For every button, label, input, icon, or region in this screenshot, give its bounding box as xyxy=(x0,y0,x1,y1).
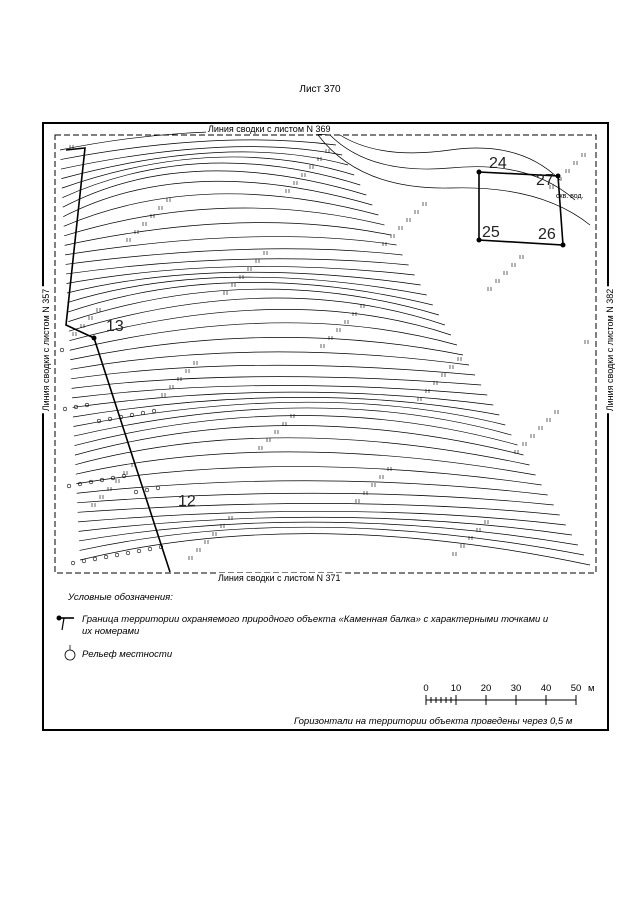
grass-symbol xyxy=(547,418,550,422)
grass-symbol xyxy=(321,344,324,348)
contour-line xyxy=(76,467,541,485)
map-border xyxy=(55,135,596,573)
relief-symbols xyxy=(60,348,163,565)
grass-symbol xyxy=(329,336,332,340)
contour-line xyxy=(64,194,379,226)
grass-symbol xyxy=(256,259,259,263)
grass-symbol xyxy=(73,332,76,336)
legend-relief-text: Рельеф местности xyxy=(82,649,173,660)
scale-tick-20: 20 xyxy=(480,683,492,694)
grass-symbol xyxy=(399,226,402,230)
grass-symbol xyxy=(364,491,367,495)
relief-circle xyxy=(78,482,82,486)
contour-line xyxy=(72,377,482,389)
contour-line xyxy=(66,259,409,274)
scale-tick-50: 50 xyxy=(570,683,582,694)
grass-symbol xyxy=(194,361,197,365)
grass-symbol xyxy=(356,499,359,503)
point-label-25: 25 xyxy=(482,224,500,241)
grass-symbol xyxy=(458,357,461,361)
grass-symbol xyxy=(127,238,130,242)
grass-symbol xyxy=(213,532,216,536)
point-label-26: 26 xyxy=(538,226,556,243)
contour-line xyxy=(73,392,494,407)
point-label-12: 12 xyxy=(178,493,196,510)
contour-line xyxy=(75,438,529,465)
grass-symbol xyxy=(407,218,410,222)
scale-unit: м xyxy=(588,683,595,694)
grass-symbol xyxy=(345,320,348,324)
scale-tick-0: 0 xyxy=(423,683,429,694)
grass-symbol xyxy=(504,271,507,275)
relief-circle xyxy=(145,488,149,492)
contour-line xyxy=(76,452,536,475)
grass-symbol xyxy=(461,544,464,548)
scale-bar xyxy=(426,695,576,705)
relief-circle xyxy=(104,555,108,559)
contour-lines xyxy=(60,131,590,565)
grass-symbol xyxy=(170,385,173,389)
contour-line xyxy=(65,223,391,246)
grass-symbol xyxy=(496,279,499,283)
contour-line xyxy=(64,208,384,236)
grass-symbol xyxy=(453,552,456,556)
relief-circle xyxy=(71,561,75,565)
grass-symbol xyxy=(264,251,267,255)
contour-line xyxy=(63,171,366,207)
contour-line xyxy=(62,163,360,198)
relief-circle xyxy=(82,559,86,563)
grass-symbol xyxy=(450,365,453,369)
contour-line xyxy=(77,481,548,495)
grass-symbol xyxy=(531,434,534,438)
point-label-24: 24 xyxy=(489,155,507,172)
grass-symbol xyxy=(423,202,426,206)
grass-symbol xyxy=(70,145,73,149)
contour-line xyxy=(72,385,487,397)
grass-symbol xyxy=(383,242,386,246)
sheet-title: Лист 370 xyxy=(299,84,341,95)
point-label-27: 27 xyxy=(536,172,554,189)
grass-symbol xyxy=(100,495,103,499)
grass-symbol xyxy=(248,267,251,271)
grass-symbol xyxy=(574,161,577,165)
relief-circle xyxy=(63,407,67,411)
edge-label-top: Линия сводки с листом N 369 xyxy=(208,124,331,134)
relief-circle xyxy=(148,547,152,551)
scale-tick-10: 10 xyxy=(450,683,462,694)
grass-symbol xyxy=(442,373,445,377)
grass-symbol xyxy=(205,540,208,544)
grass-symbol xyxy=(520,255,523,259)
grass-symbol xyxy=(523,442,526,446)
grass-symbol xyxy=(186,369,189,373)
grass-symbol xyxy=(485,520,488,524)
contour-line xyxy=(62,157,354,188)
grass-symbol xyxy=(89,316,92,320)
grass-symbol xyxy=(539,426,542,430)
relief-circle xyxy=(134,490,138,494)
grass-symbol xyxy=(167,198,170,202)
grass-symbol xyxy=(337,328,340,332)
relief-circle xyxy=(156,486,160,490)
relief-circle xyxy=(60,348,64,352)
relief-circle xyxy=(89,480,93,484)
contour-line xyxy=(67,266,415,283)
relief-circle xyxy=(141,411,145,415)
grass-symbol xyxy=(512,263,515,267)
well-label: скв. вод. xyxy=(556,193,584,200)
grass-symbol xyxy=(582,153,585,157)
scale-tick-30: 30 xyxy=(510,683,522,694)
grass-symbol xyxy=(294,181,297,185)
contour-line xyxy=(80,527,584,555)
relief-circle xyxy=(97,419,101,423)
scale-tick-40: 40 xyxy=(540,683,552,694)
relief-circle xyxy=(108,417,112,421)
contour-line xyxy=(71,352,469,369)
grass-symbol xyxy=(372,483,375,487)
grass-symbol xyxy=(291,414,294,418)
relief-circle xyxy=(67,484,71,488)
point-label-13: 13 xyxy=(106,318,124,335)
boundary-points xyxy=(92,170,566,341)
grass-symbol xyxy=(197,548,200,552)
contour-line xyxy=(65,237,396,255)
legend-boundary-text: Граница территории охраняемого природного объекта «Каменная балка» с характерными точками и их номерами xyxy=(82,614,549,637)
grass-symbol xyxy=(415,210,418,214)
contour-line xyxy=(69,298,445,331)
contour-line xyxy=(70,337,463,359)
relief-circle xyxy=(93,557,97,561)
relief-circle xyxy=(137,549,141,553)
contour-line xyxy=(80,534,590,565)
contour-line xyxy=(66,249,403,265)
grass-symbol xyxy=(286,189,289,193)
relief-circle xyxy=(126,551,130,555)
grass-symbol xyxy=(555,410,558,414)
grass-symbol xyxy=(232,283,235,287)
legend-title: Условные обозначения: xyxy=(68,592,173,603)
grass-symbol xyxy=(585,340,588,344)
grass-symbol xyxy=(189,556,192,560)
grass-symbol xyxy=(488,287,491,291)
grass-symbol xyxy=(469,536,472,540)
contour-line xyxy=(60,140,336,160)
relief-circle xyxy=(115,553,119,557)
grass-symbol xyxy=(97,308,100,312)
grass-symbol xyxy=(259,446,262,450)
contour-line xyxy=(75,425,524,455)
contour-line xyxy=(73,397,499,417)
grass-symbol xyxy=(391,234,394,238)
grass-symbol xyxy=(224,291,227,295)
grass-symbol xyxy=(92,503,95,507)
legend-relief-symbol xyxy=(65,645,75,660)
grass-symbol xyxy=(380,475,383,479)
edge-label-bottom: Линия сводки с листом N 371 xyxy=(218,573,341,583)
grass-symbol xyxy=(267,438,270,442)
grass-symbol xyxy=(162,393,165,397)
grass-symbol xyxy=(353,312,356,316)
contour-interval-note: Горизонтали на территории объекта проведены через 0,5 м xyxy=(294,716,573,727)
grass-symbol xyxy=(159,206,162,210)
contour-line xyxy=(63,181,372,217)
grass-symbol xyxy=(566,169,569,173)
contour-line xyxy=(69,309,451,340)
grass-symbol xyxy=(310,165,313,169)
edge-label-left: Линия сводки с листом N 357 xyxy=(41,288,51,412)
grass-symbol xyxy=(275,430,278,434)
grass-symbol xyxy=(151,214,154,218)
contour-line xyxy=(74,416,517,446)
grass-symbol xyxy=(108,487,111,491)
grass-symbol xyxy=(302,173,305,177)
grass-symbol xyxy=(426,389,429,393)
grass-symbol xyxy=(143,222,146,226)
contour-line xyxy=(74,408,511,436)
grass-symbol xyxy=(116,479,119,483)
relief-circle xyxy=(152,409,156,413)
edge-label-right: Линия сводки с листом N 382 xyxy=(605,288,615,412)
